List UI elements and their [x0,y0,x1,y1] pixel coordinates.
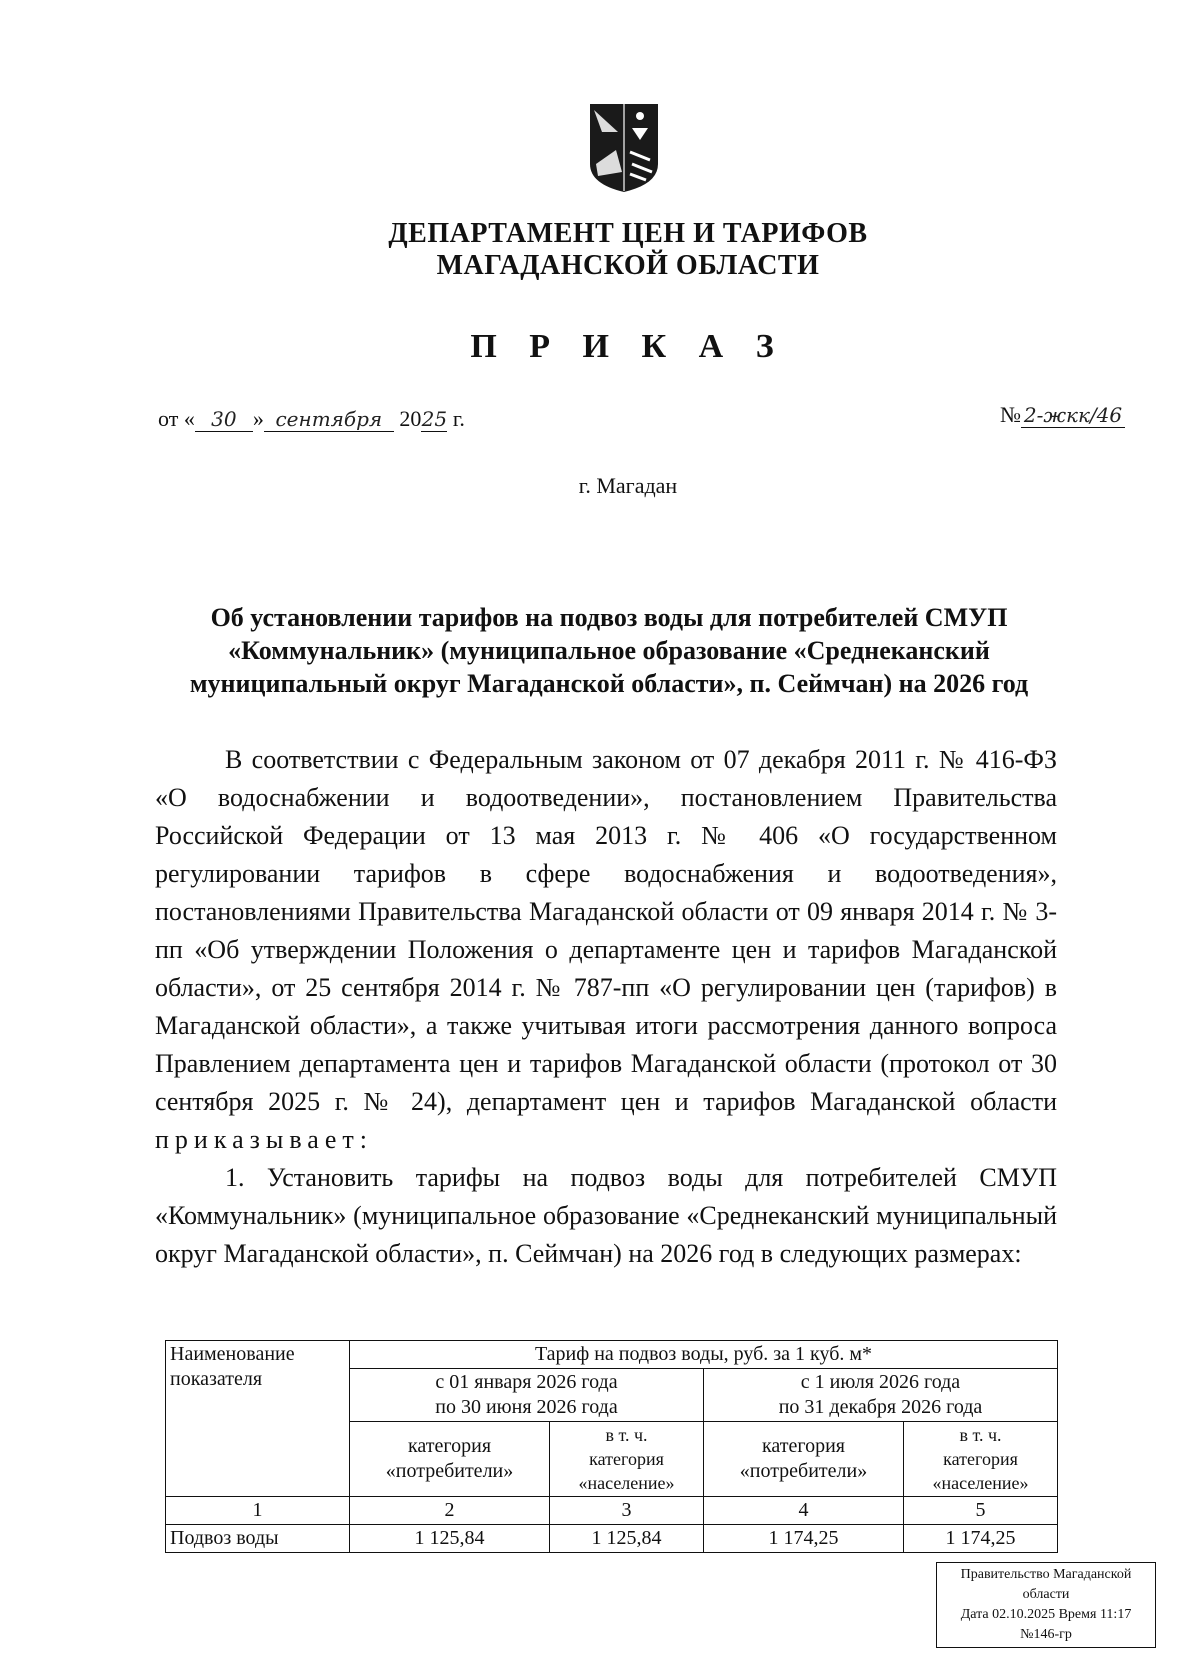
column-number: 1 [166,1497,350,1525]
column-number: 5 [904,1497,1058,1525]
order-number: № 2-жкк/46 [1000,402,1125,428]
date-month: сентября [264,407,394,432]
document-type-title: П Р И К А З [470,328,786,365]
row-label: Подвоз воды [166,1525,350,1553]
column-number: 4 [703,1497,903,1525]
order-number-value: 2-жкк/46 [1021,403,1125,428]
date-year: 25 [421,407,448,431]
tariff-table [165,1340,1058,1553]
tariff-value: 1 174,25 [904,1525,1058,1553]
column-number: 2 [350,1497,550,1525]
registration-stamp: Правительство Магаданской области Дата 02.10.2025 Время 11:17 №146-гр [936,1562,1156,1648]
coat-of-arms-icon [588,102,660,194]
tariff-value: 1 125,84 [350,1525,550,1553]
header-consumers-1: категория «потребители» [350,1422,550,1497]
document-heading: Об установлении тарифов на подвоз воды для потребителей СМУП «Коммунальник» (муниципальное образование «Среднеканский муниципальный округ Магаданской области», п. Сеймчан) на 2026 год [189,603,1029,698]
table-header-row [166,1341,1058,1369]
tariff-value: 1 174,25 [703,1525,903,1553]
table-row [166,1525,1058,1553]
table-column-numbers-row [166,1497,1058,1525]
header-period-2: с 1 июля 2026 года по 31 декабря 2026 года [703,1369,1057,1422]
city-name: г. Магадан [578,473,678,498]
header-period-1: с 01 января 2026 года по 30 июня 2026 года [350,1369,704,1422]
column-number: 3 [550,1497,704,1525]
header-population-1: в т. ч. категория «население» [550,1422,704,1497]
header-tariff: Тариф на подвоз воды, руб. за 1 куб. м* [350,1341,1058,1369]
document-body [155,741,1057,1273]
department-name-line2: МАГАДАНСКОЙ ОБЛАСТИ [436,250,820,281]
preamble-paragraph: В соответствии с Федеральным законом от 07 декабря 2011 г. № 416-ФЗ «О водоснабжении и водоотведении», постановлением Правительства Российской Федерации от 13 мая 2013 г. № 406 «О государственном регулировании тарифов в сфере водоснабжения и водоотведения», постановлениями Правительства Магаданской области от 09 января 2014 г. № 3-пп «Об утверждении Положения о департаменте цен и тарифов Магаданской области», от 25 сентября 2014 г. № 787-пп «О регулировании цен (тарифов) в Магаданской области», а также учитывая итоги рассмотрения данного вопроса Правлением департамента цен и тарифов Магаданской области (протокол от 30 сентября 2025 г. № 24), департамент цен и тарифов Магаданской области приказывает: [155,745,1057,1154]
header-indicator: Наименование показателя [166,1341,350,1497]
item-1-paragraph: 1. Установить тарифы на подвоз воды для потребителей СМУП «Коммунальник» (муниципальное образование «Среднеканский муниципальный округ Магаданской области», п. Сеймчан) на 2026 год в следующих размерах: [155,1163,1057,1268]
tariff-value: 1 125,84 [550,1525,704,1553]
order-date: от « 30 » сентября 2025 г. [158,406,465,431]
department-name-line1: ДЕПАРТАМЕНТ ЦЕН И ТАРИФОВ [388,218,868,249]
date-day: 30 [195,407,253,432]
order-verb: приказывает: [155,1125,373,1154]
header-population-2: в т. ч. категория «население» [904,1422,1058,1497]
header-consumers-2: категория «потребители» [703,1422,903,1497]
